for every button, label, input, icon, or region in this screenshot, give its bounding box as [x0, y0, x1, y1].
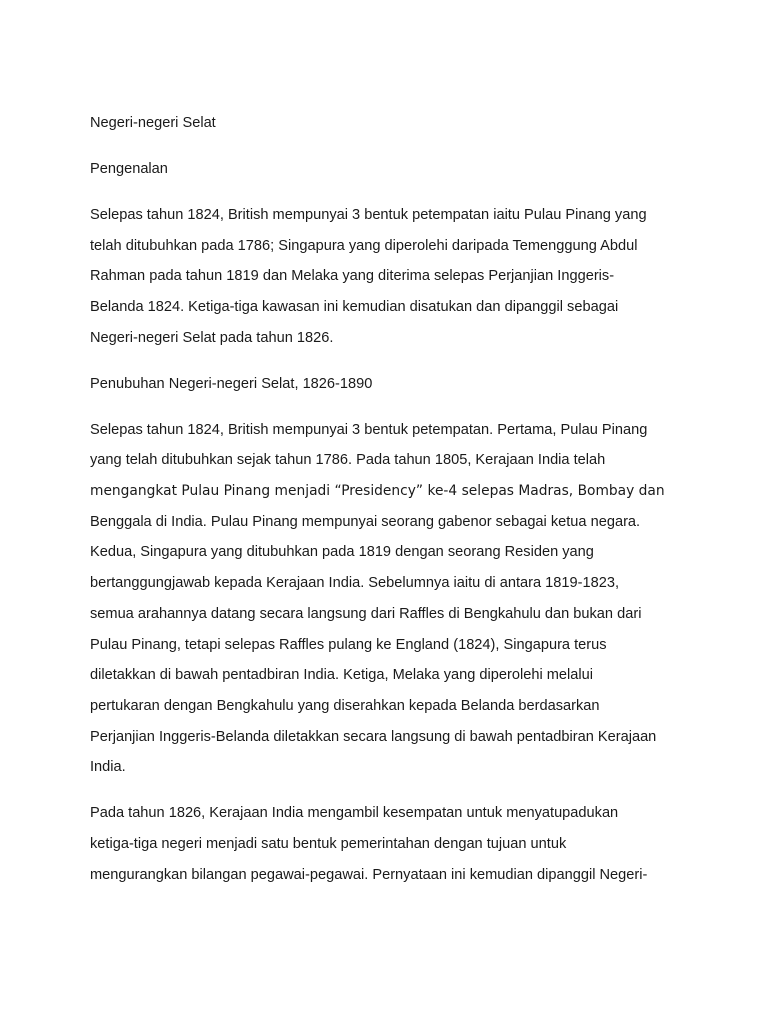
paragraph-line: telah ditubuhkan pada 1786; Singapura yang diperolehi daripada Temenggung Abdul — [90, 237, 638, 254]
final-paragraph — [90, 798, 680, 890]
paragraph-line: ketiga-tiga negeri menjadi satu bentuk pemerintahan dengan tujuan untuk — [90, 835, 567, 852]
paragraph-line: semua arahannya datang secara langsung dari Raffles di Bengkahulu dan bukan dari — [90, 605, 642, 622]
spacer — [90, 353, 680, 368]
paragraph-line: bertanggungjawab kepada Kerajaan India. Sebelumnya iaitu di antara 1819-1823, — [90, 575, 620, 592]
paragraph-line: Rahman pada tahun 1819 dan Melaka yang diterima selepas Perjanjian Inggeris- — [90, 268, 615, 285]
spacer — [90, 783, 680, 798]
paragraph-line: Selepas tahun 1824, British mempunyai 3 bentuk petempatan. Pertama, Pulau Pinang — [90, 421, 648, 438]
spacer — [90, 185, 680, 200]
paragraph-line: mengangkat Pulau Pinang menjadi “Presidency” ke-4 selepas Madras, Bombay dan — [90, 483, 665, 500]
paragraph-line: pertukaran dengan Bengkahulu yang diserahkan kepada Belanda berdasarkan — [90, 697, 600, 714]
section-heading-formation: Penubuhan Negeri-negeri Selat, 1826-1890 — [90, 375, 373, 392]
paragraph-line: diletakkan di bawah pentadbiran India. Ketiga, Melaka yang diperolehi melalui — [90, 667, 593, 684]
paragraph-line: yang telah ditubuhkan sejak tahun 1786. Pada tahun 1805, Kerajaan India telah — [90, 452, 606, 469]
paragraph-line: Selepas tahun 1824, British mempunyai 3 bentuk petempatan iaitu Pulau Pinang yang — [90, 206, 647, 223]
paragraph-line: Belanda 1824. Ketiga-tiga kawasan ini kemudian disatukan dan dipanggil sebagai — [90, 299, 619, 316]
document-title: Negeri-negeri Selat — [90, 115, 216, 131]
paragraph-line: Benggala di India. Pulau Pinang mempunyai seorang gabenor sebagai ketua negara. — [90, 513, 641, 530]
paragraph-line: Pada tahun 1826, Kerajaan India mengambil kesempatan untuk menyatupadukan — [90, 805, 619, 822]
paragraph-line: India. — [90, 759, 126, 776]
paragraph-line: mengurangkan bilangan pegawai-pegawai. Pernyataan ini kemudian dipanggil Negeri- — [90, 866, 648, 883]
intro-paragraph — [90, 200, 680, 353]
section-heading-intro: Pengenalan — [90, 160, 168, 177]
paragraph-line: Kedua, Singapura yang ditubuhkan pada 1819 dengan seorang Residen yang — [90, 544, 594, 561]
paragraph-line: Negeri-negeri Selat pada tahun 1826. — [90, 329, 334, 346]
paragraph-line: Perjanjian Inggeris-Belanda diletakkan secara langsung di bawah pentadbiran Kerajaan — [90, 728, 657, 745]
formation-paragraph — [90, 415, 680, 783]
spacer — [90, 139, 680, 154]
spacer — [90, 399, 680, 414]
paragraph-line: Pulau Pinang, tetapi selepas Raffles pulang ke England (1824), Singapura terus — [90, 636, 607, 653]
document-page — [90, 108, 680, 890]
